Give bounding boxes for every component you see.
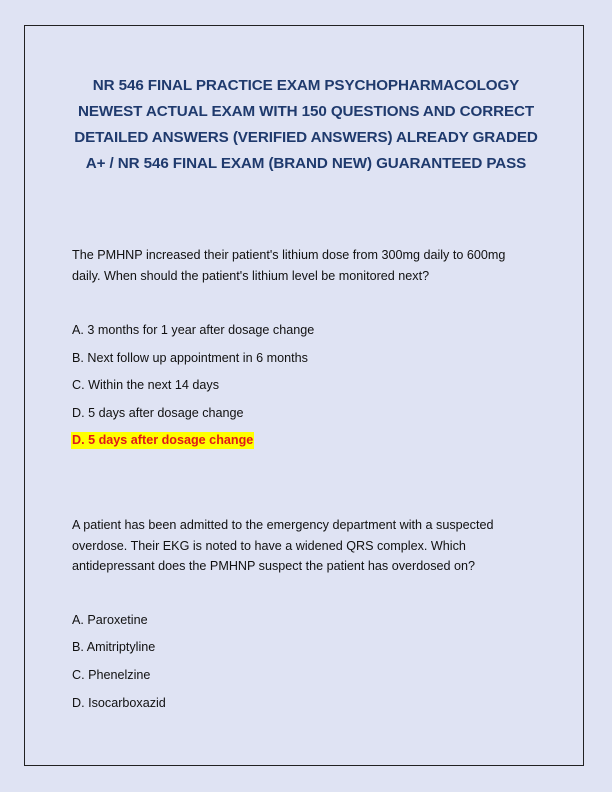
question-2-option-c: C. Phenelzine [72,668,151,682]
title-line: A+ / NR 546 FINAL EXAM (BRAND NEW) GUARANTEED PASS [85,155,527,172]
question-2-text [72,515,552,577]
title-line: NR 546 FINAL PRACTICE EXAM PSYCHOPHARMACOLOGY [92,77,520,94]
title-line: DETAILED ANSWERS (VERIFIED ANSWERS) ALREADY GRADED [74,129,538,146]
question-1-option-a: A. 3 months for 1 year after dosage change [72,323,315,337]
question-1-option-b: B. Next follow up appointment in 6 months [72,351,308,365]
question-1-option-d: D. 5 days after dosage change [72,406,244,420]
document-title [40,73,572,177]
question-line: overdose. Their EKG is noted to have a widened QRS complex. Which [72,538,466,553]
question-1-answer: D. 5 days after dosage change [72,433,254,447]
question-line: A patient has been admitted to the emergency department with a suspected [72,518,494,532]
question-line: daily. When should the patient's lithium level be monitored next? [72,268,430,283]
question-2-option-d: D. Isocarboxazid [72,696,166,710]
title-line: NEWEST ACTUAL EXAM WITH 150 QUESTIONS AND CORRECT [77,103,535,120]
question-line: antidepressant does the PMHNP suspect the patient has overdosed on? [72,559,476,573]
question-1-option-c: C. Within the next 14 days [72,378,219,392]
question-1-text [72,245,552,286]
question-line: The PMHNP increased their patient's lithium dose from 300mg daily to 600mg [72,248,506,262]
question-2-option-b: B. Amitriptyline [72,640,156,654]
question-2-option-a: A. Paroxetine [72,613,148,627]
